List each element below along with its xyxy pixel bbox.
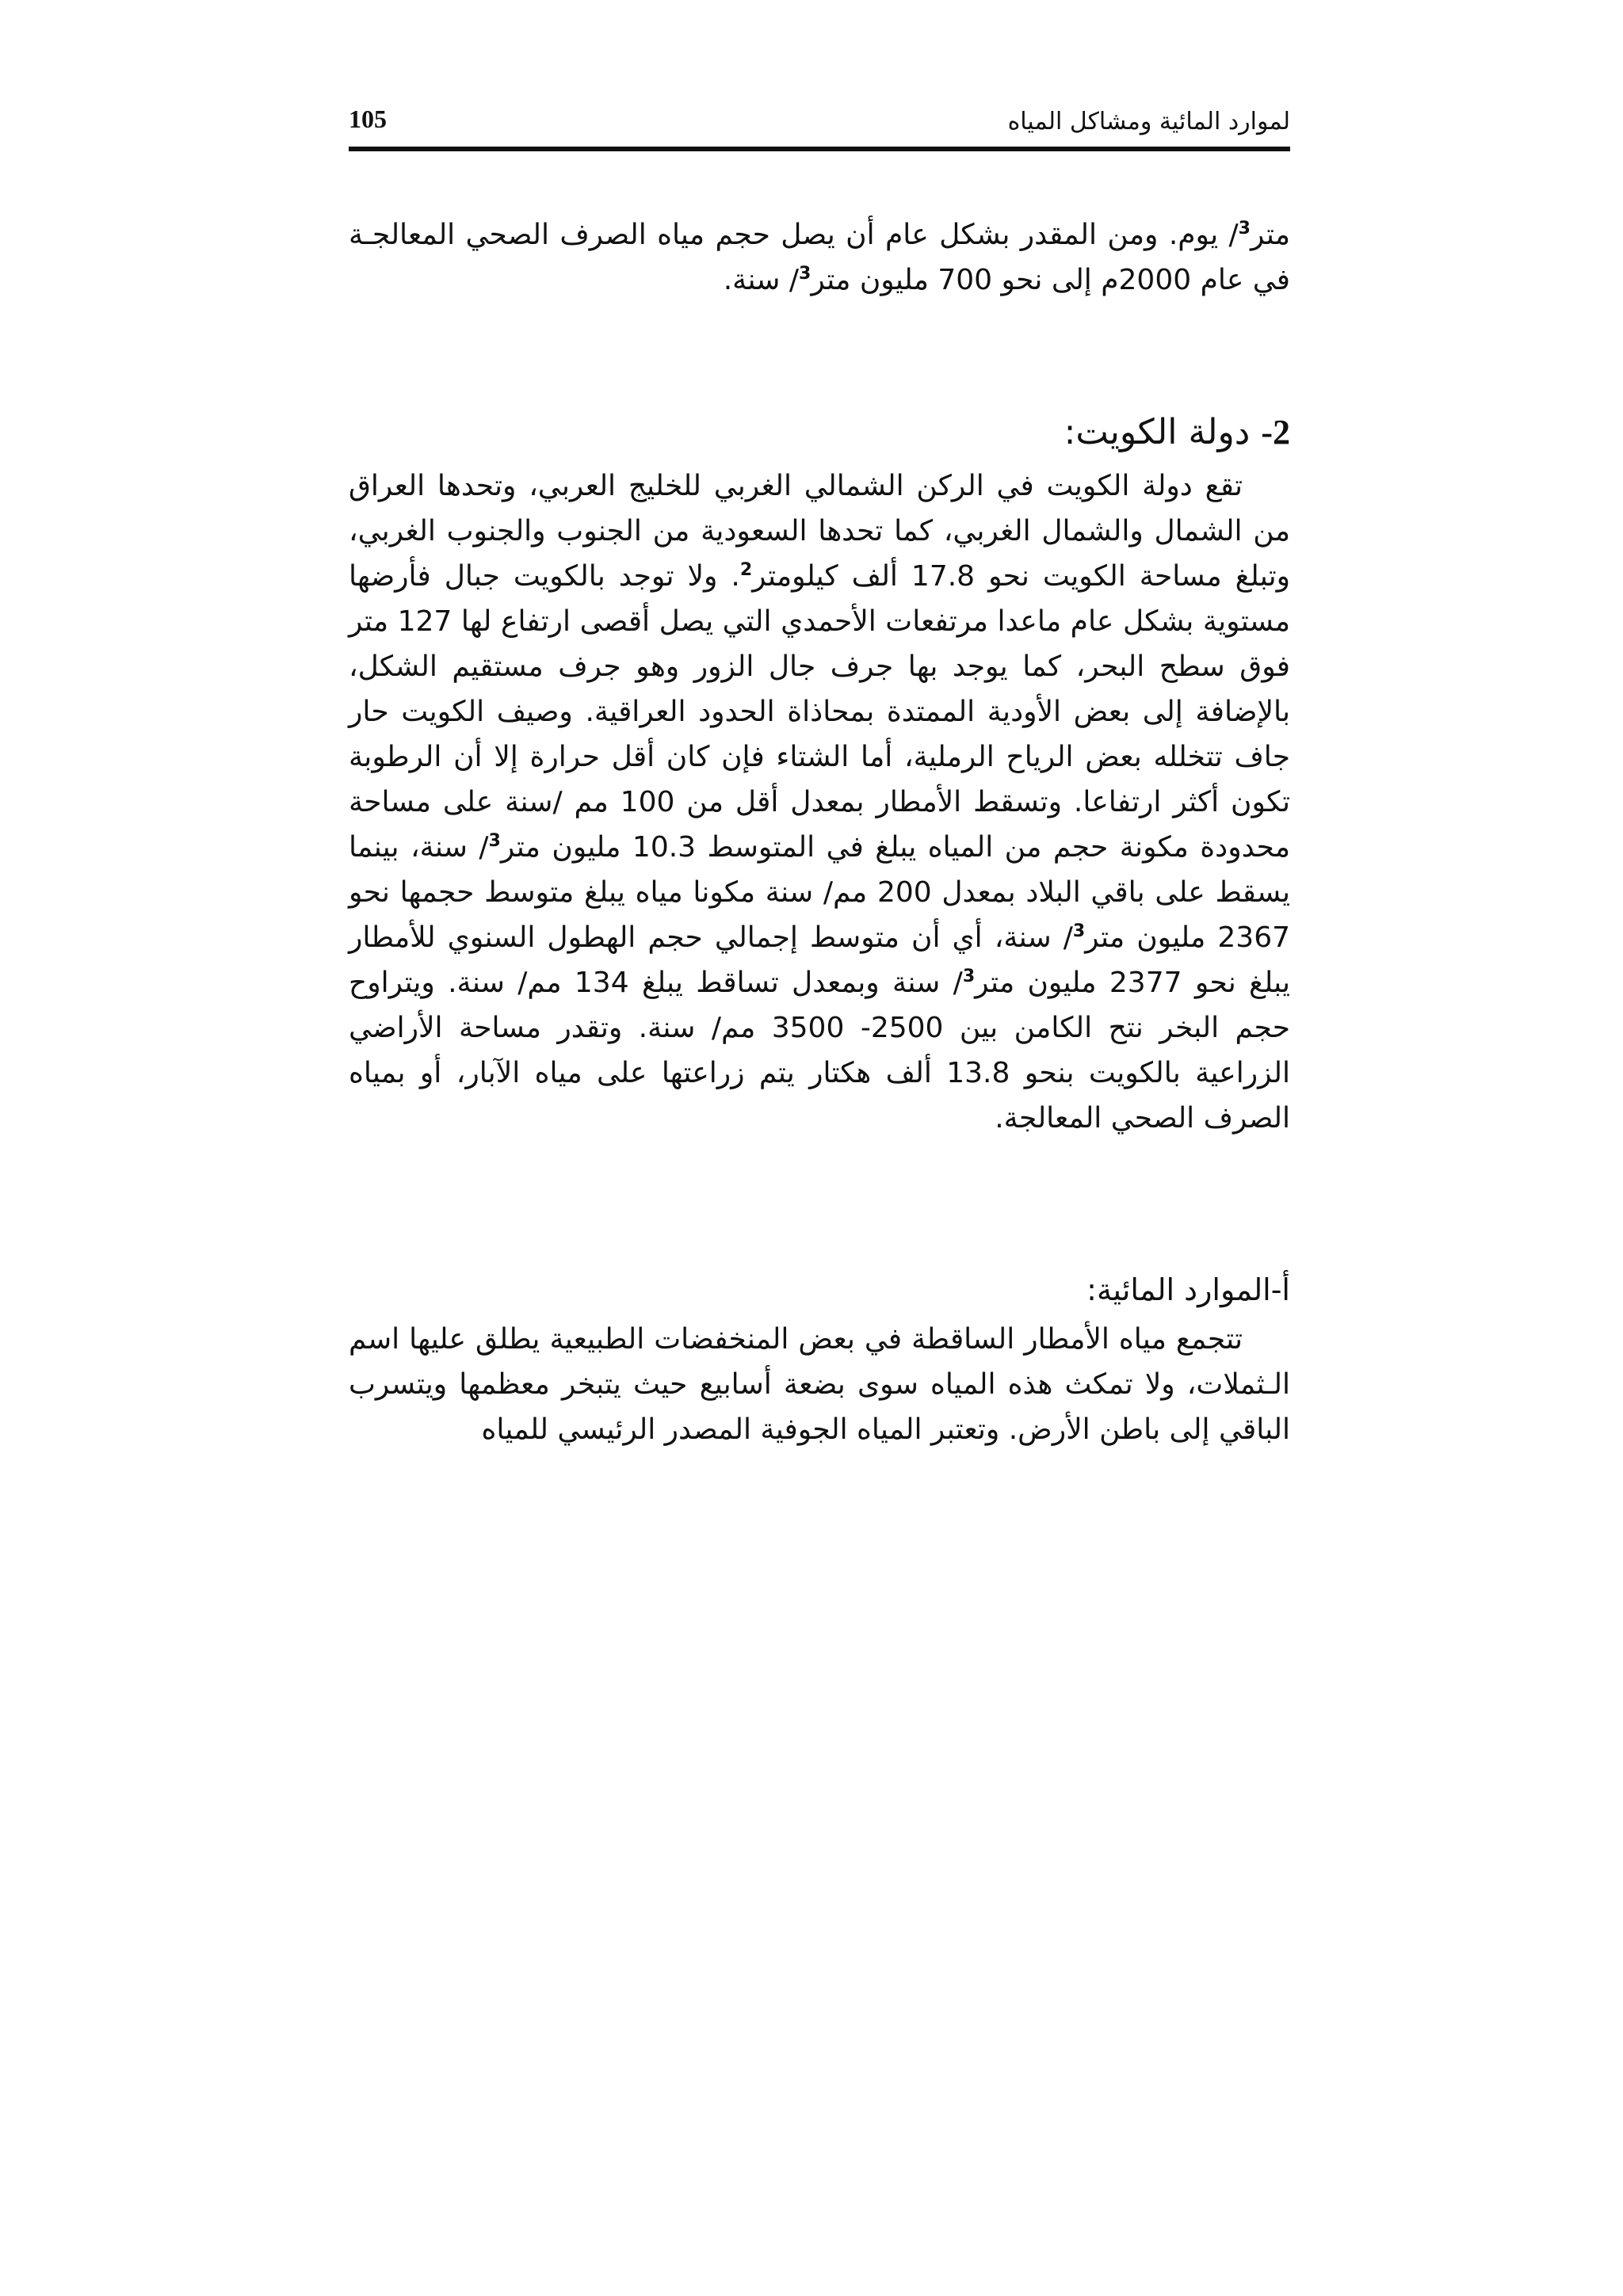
- superscript: 3: [488, 831, 501, 851]
- section-title: دولة الكويت:: [1064, 412, 1262, 452]
- page-header: [349, 101, 1290, 149]
- page-number: 105: [349, 105, 387, 133]
- running-title: لموارد المائية ومشاكل المياه: [1007, 108, 1290, 135]
- superscript: 3: [1072, 921, 1086, 941]
- superscript: 3: [962, 967, 976, 986]
- section-number: 2-: [1261, 413, 1290, 452]
- paragraph-2-text-2: . ولا توجد بالكويت جبال فأرضها مستوية بشكل عام ماعدا مرتفعات الأحمدي التي يصل أقصى ارتفاع لها 127 متر فوق سطح البحر، كما يوجد بها جرف جال الزور وهو جرف مستقيم الشكل، بالإضافة إلى بعض الأودية الممتدة بمحاذاة الحدود العراقية. وصيف الكويت حار جاف تتخلله بعض الرياح الرملية، أما الشتاء فإن كان أقل حرارة إلا أن الرطوبة تكون أكثر ارتفاعا. وتسقط الأمطار بمعدل أقل من 100 مم /سنة على مساحة محدودة مكونة حجم من المياه يبلغ في المتوسط 10.3 مليون متر: [349, 560, 1291, 864]
- superscript: 2: [739, 560, 753, 580]
- header-rule: [349, 147, 1290, 151]
- paragraph-2-text-1: تقع دولة الكويت في الركن الشمالي الغربي للخليج العربي، وتحدها العراق من الشمال والشمال الغربي، كما تحدها السعودية من الجنوب والجنوب الغربي، وتبلغ مساحة الكويت نحو 17.8 ألف كيلومتر: [349, 470, 1290, 593]
- section-heading-kuwait: [349, 409, 1290, 456]
- superscript: 3: [799, 264, 812, 284]
- paragraph-2-text-4: / سنة، أي أن متوسط إجمالي حجم الهطول السنوي للأمطار يبلغ نحو 2377 مليون متر: [349, 921, 1291, 999]
- paragraph-2-text-3: / سنة، بينما يسقط على باقي البلاد بمعدل 200 مم/ سنة مكونا مياه يبلغ متوسط حجمها نحو 2367 مليون متر: [349, 831, 1291, 954]
- paragraph-1-text-c: / سنة.: [723, 264, 800, 296]
- paragraph-2: [349, 463, 1290, 1141]
- superscript: 3: [1238, 219, 1251, 238]
- paragraph-1-text-b: / يوم. ومن المقدر بشكل عام أن يصل حجم مياه الصرف الصحي المعالجـة في عام 2000م إلى نحو 700 مليون متر: [349, 219, 1290, 296]
- paragraph-1: [349, 212, 1290, 303]
- section-heading-water-resources: أ-الموارد المائية:: [1086, 1272, 1290, 1307]
- paragraph-2-text-5: / سنة وبمعدل تساقط يبلغ 134 مم/ سنة. ويتراوح حجم البخر نتح الكامن بين 2500- 3500 مم/ سنة. وتقدر مساحة الأراضي الزراعية بالكويت بنحو 13.8 ألف هكتار يتم زراعتها على مياه الآبار، أو بمياه الصرف الصحي المعالجة.: [349, 967, 1291, 1135]
- paragraph-3: تتجمع مياه الأمطار الساقطة في بعض المنخفضات الطبيعية يطلق عليها اسم الـثملات، ولا تمكث هذه المياه سوى بضعة أسابيع حيث يتبخر معظمها ويتسرب الباقي إلى باطن الأرض. وتعتبر المياه الجوفية المصدر الرئيسي للمياه: [349, 1323, 1290, 1446]
- paragraph-1-text-a: متر: [1250, 219, 1290, 251]
